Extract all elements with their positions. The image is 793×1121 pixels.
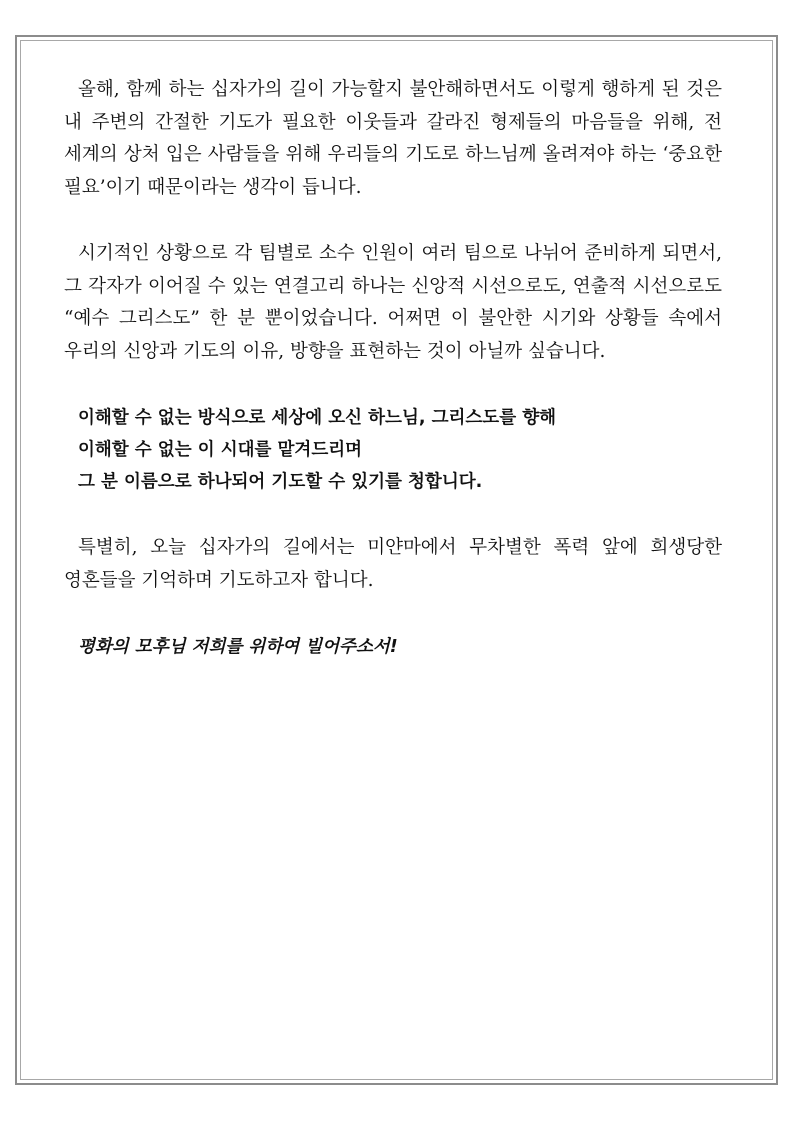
special-intention-paragraph: 특별히, 오늘 십자가의 길에서는 미얀마에서 무차별한 폭력 앞에 희생당한 영혼들을 기억하며 기도하고자 합니다. [64, 537, 722, 591]
intro-paragraph: 올해, 함께 하는 십자가의 길이 가능할지 불안해하면서도 이렇게 행하게 된 것은 내 주변의 간절한 기도가 필요한 이웃들과 갈라진 형제들의 마음들을 위해, 전 세계의 상처 입은 사람들을 위해 우리들의 기도로 하느님께 올려져야 하는 ‘중요한 필요’이기 때문이라는 생각이 듭니다. [64, 79, 722, 198]
prayer-line-3: 그 분 이름으로 하나되어 기도할 수 있기를 청합니다. [78, 472, 483, 492]
prayer-block [64, 402, 722, 498]
prayer-line-2: 이해할 수 없는 이 시대를 맡겨드리며 [78, 440, 363, 460]
closing-invocation: 평화의 모후님 저희를 위하여 빌어주소서! [78, 637, 398, 657]
context-paragraph: 시기적인 상황으로 각 팀별로 소수 인원이 여러 팀으로 나뉘어 준비하게 되면서, 그 각자가 이어질 수 있는 연결고리 하나는 신앙적 시선으로도, 연출적 시선으로도 “예수 그리스도” 한 분 뿐이었습니다. 어쩌면 이 불안한 시기와 상황들 속에서 우리의 신앙과 기도의 이유, 방향을 표현하는 것이 아닐까 싶습니다. [64, 243, 722, 362]
document-body [64, 74, 722, 663]
prayer-line-1: 이해할 수 없는 방식으로 세상에 오신 하느님, 그리스도를 향해 [78, 408, 557, 428]
